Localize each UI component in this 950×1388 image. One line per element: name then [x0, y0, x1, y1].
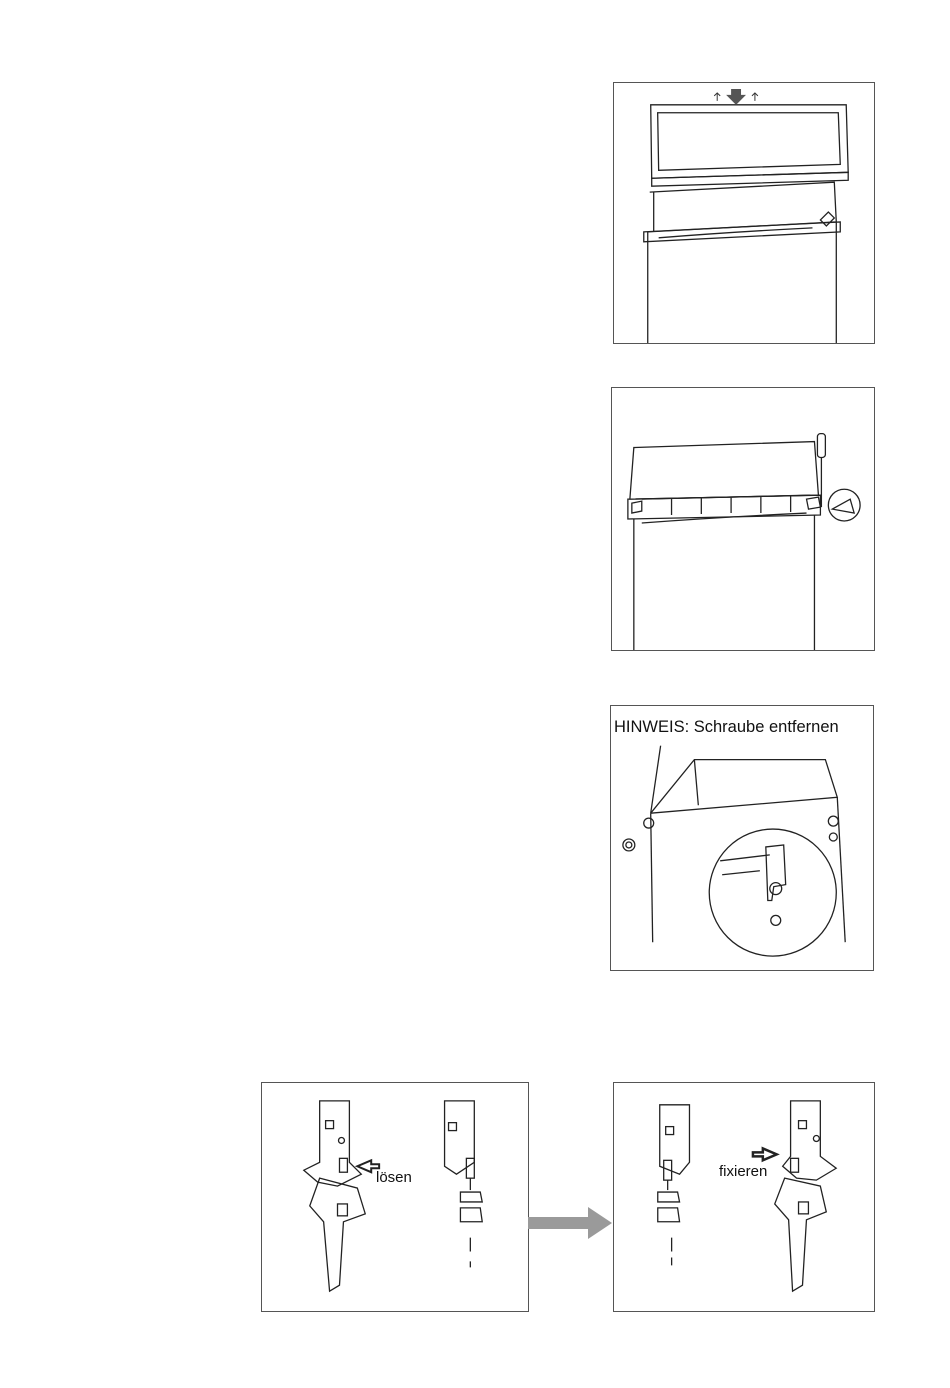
- figure-top-cover-removal: [613, 82, 875, 344]
- right-arrow-icon: [753, 1148, 777, 1160]
- hinge-detail-illustration: [611, 706, 873, 970]
- figure-hinge-loosen: [261, 1082, 529, 1312]
- figure-hinge-screw-removal: [611, 387, 875, 651]
- fix-label: fixieren: [719, 1163, 768, 1180]
- right-arrow-icon: [526, 1205, 614, 1241]
- refrigerator-lid-illustration: [614, 83, 874, 343]
- down-arrow-icon: [714, 89, 758, 105]
- wrench-loosen-illustration: [262, 1083, 528, 1311]
- figure-hinge-note: [610, 705, 874, 971]
- wrench-fix-illustration: [614, 1083, 874, 1311]
- note-label: HINWEIS: Schraube entfernen: [614, 718, 839, 736]
- loosen-label: lösen: [376, 1169, 412, 1186]
- screwdriver-illustration: [612, 388, 874, 650]
- figure-hinge-fix: [613, 1082, 875, 1312]
